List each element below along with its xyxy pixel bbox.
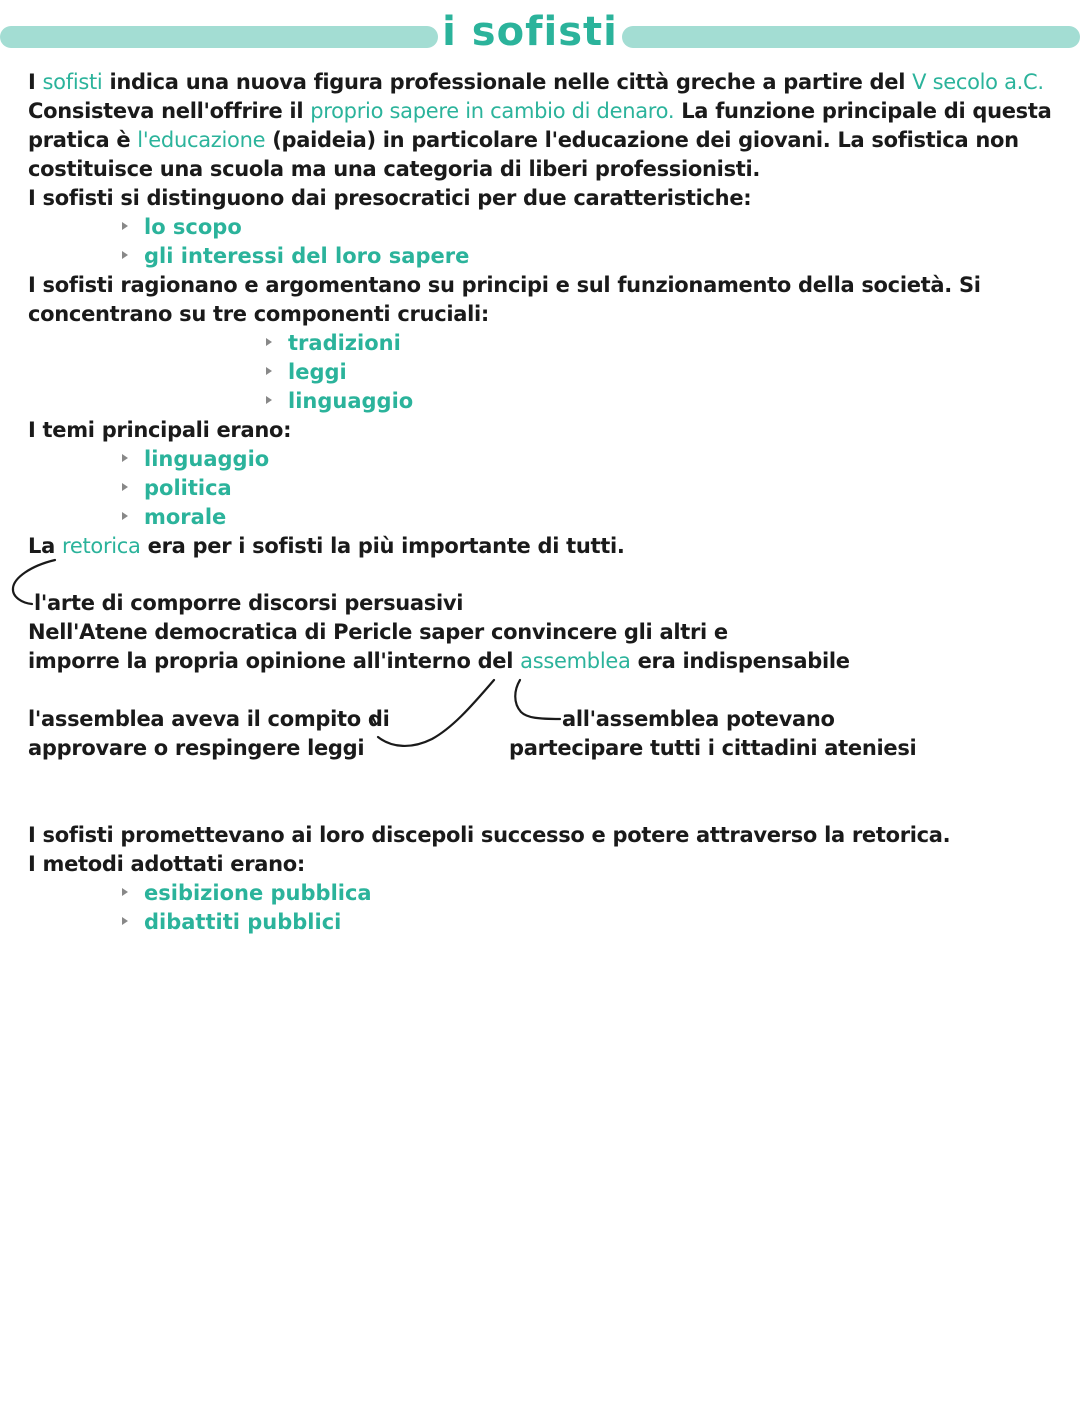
title-banner-left [0, 26, 438, 48]
list-item: linguaggio [122, 445, 269, 474]
list-item: dibattiti pubblici [122, 908, 341, 937]
bullet-icon [122, 512, 128, 520]
bullet-icon [122, 251, 128, 259]
list-item: morale [122, 503, 226, 532]
paragraph-1-line-2: Consisteva nell'offrire il proprio sapere in cambio di denaro. La funzione principale di questa [28, 99, 1052, 123]
note-right-line-2: partecipare tutti i cittadini ateniesi [509, 736, 917, 760]
paragraph-1-line-5: I sofisti si distinguono dai presocratici per due caratteristiche: [28, 186, 752, 210]
list-item: linguaggio [266, 387, 413, 416]
highlight-secolo: V secolo a.C. [912, 70, 1044, 94]
list-item: lo scopo [122, 213, 242, 242]
bullet-icon [122, 222, 128, 230]
list-item: gli interessi del loro sapere [122, 242, 469, 271]
paragraph-1-line-4: costituisce una scuola ma una categoria di liberi professionisti. [28, 157, 761, 181]
assemblea-right-arrow [515, 680, 560, 719]
bullet-icon [122, 888, 128, 896]
note-left-line-1: l'assemblea aveva il compito di [28, 707, 390, 731]
list-item: esibizione pubblica [122, 879, 372, 908]
paragraph-1-line-3: pratica è l'educazione (paideia) in particolare l'educazione dei giovani. La sofistica non [28, 128, 1019, 152]
paragraph-5-line-3: imporre la propria opinione all'interno del assemblea era indispensabile [28, 649, 850, 673]
list-item: politica [122, 474, 232, 503]
highlight-sapere: proprio sapere in cambio di denaro. [310, 99, 675, 123]
highlight-assemblea: assemblea [520, 649, 631, 673]
paragraph-3-line-1: I temi principali erano: [28, 418, 292, 442]
assemblea-left-arrow [378, 680, 494, 746]
bullet-icon [122, 483, 128, 491]
title-banner-right [622, 26, 1080, 48]
note-left-line-2: approvare o respingere leggi [28, 736, 365, 760]
paragraph-5-line-1: l'arte di comporre discorsi persuasivi [34, 591, 464, 615]
paragraph-1-line-1: I sofisti indica una nuova figura professionale nelle città greche a partire del V secolo a.C. [28, 70, 1044, 94]
bullet-icon [266, 367, 272, 375]
paragraph-2-line-2: concentrano su tre componenti cruciali: [28, 302, 490, 326]
list-item: leggi [266, 358, 347, 387]
page-title: i sofisti [442, 9, 618, 55]
paragraph-6-line-2: I metodi adottati erano: [28, 852, 306, 876]
paragraph-6-line-1: I sofisti promettevano ai loro discepoli successo e potere attraverso la retorica. [28, 823, 951, 847]
paragraph-2-line-1: I sofisti ragionano e argomentano su principi e sul funzionamento della società. Si [28, 273, 981, 297]
paragraph-4: La retorica era per i sofisti la più importante di tutti. [28, 534, 625, 558]
bullet-icon [266, 396, 272, 404]
note-right-line-1: all'assemblea potevano [562, 707, 835, 731]
paragraph-5-line-2: Nell'Atene democratica di Pericle saper convincere gli altri e [28, 620, 728, 644]
bullet-icon [266, 338, 272, 346]
highlight-retorica: retorica [61, 534, 141, 558]
highlight-sofisti: sofisti [42, 70, 103, 94]
highlight-educazione: l'educazione [137, 128, 266, 152]
list-item: tradizioni [266, 329, 401, 358]
bullet-icon [122, 917, 128, 925]
bullet-icon [122, 454, 128, 462]
